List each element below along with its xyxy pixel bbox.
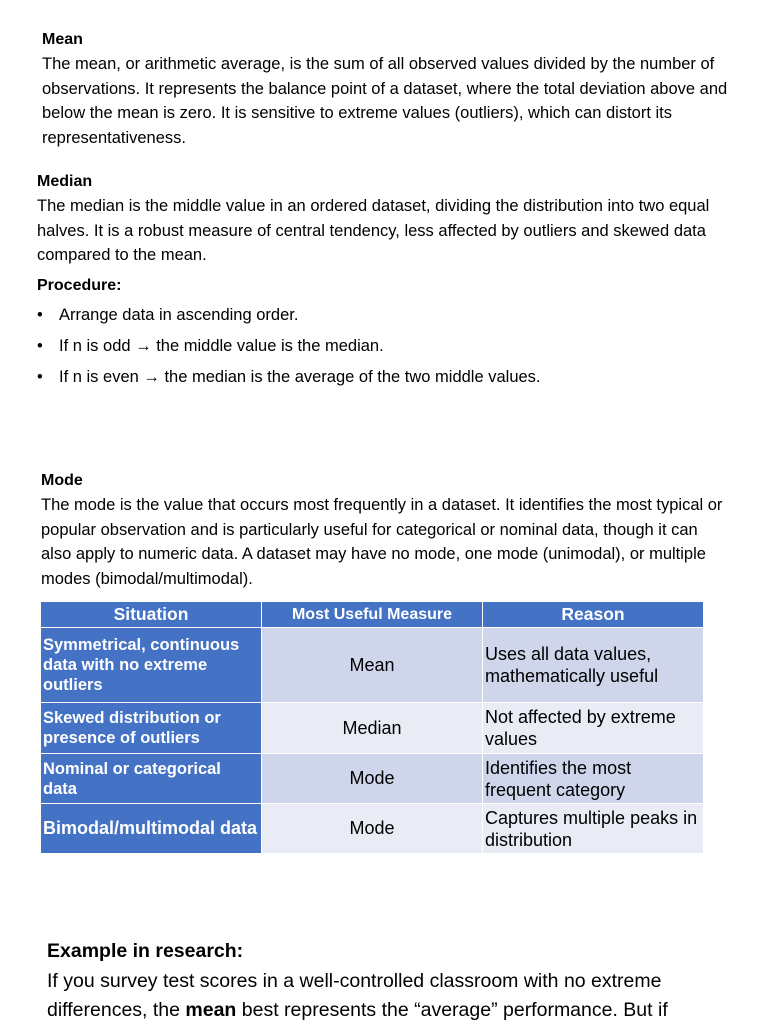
situation-cell: Skewed distribution or presence of outliers <box>41 703 262 754</box>
mean-heading: Mean <box>42 31 83 48</box>
table-row <box>41 754 704 804</box>
emphasis-mean: mean <box>185 999 237 1021</box>
table-header-row <box>41 602 704 628</box>
measure-cell: Mode <box>262 754 483 804</box>
bullet-icon: • <box>37 336 43 355</box>
situation-cell: Bimodal/multimodal data <box>41 804 262 854</box>
header-reason: Reason <box>483 602 704 628</box>
list-item: • If n is odd → the middle value is the median. <box>37 331 727 362</box>
reason-cell: Captures multiple peaks in distribution <box>483 804 704 854</box>
measure-cell: Mode <box>262 804 483 854</box>
header-situation: Situation <box>41 602 262 628</box>
mode-body: The mode is the value that occurs most frequently in a dataset. It identifies the most typical or popular observation and is particularly useful for categorical or nominal data, though it can also apply to numeric data. A dataset may have no mode, one mode (unimodal), or multiple modes (bimodal/multimodal). <box>41 496 723 588</box>
example-heading: Example in research: <box>47 940 244 962</box>
measure-cell: Mean <box>262 628 483 703</box>
measure-cell: Median <box>262 703 483 754</box>
median-body: The median is the middle value in an ordered dataset, dividing the distribution into two equal halves. It is a robust measure of central tendency, less affected by outliers and skewed data compared to the mean. <box>37 197 710 264</box>
list-item: • Arrange data in ascending order. <box>37 300 727 331</box>
procedure-label: Procedure: <box>37 276 122 294</box>
table-row <box>41 804 704 854</box>
bullet-icon: • <box>37 367 43 386</box>
list-item: • If n is even → the median is the average of the two middle values. <box>37 362 727 393</box>
reason-cell: Uses all data values, mathematically useful <box>483 628 704 703</box>
mean-body: The mean, or arithmetic average, is the sum of all observed values divided by the number of observations. It represents the balance point of a dataset, where the total deviation above and below the mean is zero. It is sensitive to extreme values (outliers), which can distort its representativeness. <box>42 55 728 147</box>
mode-heading: Mode <box>41 472 83 489</box>
situation-cell: Nominal or categorical data <box>41 754 262 804</box>
procedure-steps <box>37 300 727 393</box>
median-heading: Median <box>37 173 93 190</box>
table-row <box>41 628 704 703</box>
reason-cell: Identifies the most frequent category <box>483 754 704 804</box>
situation-cell: Symmetrical, continuous data with no extreme outliers <box>41 628 262 703</box>
mode-section <box>41 469 731 591</box>
header-measure: Most Useful Measure <box>262 602 483 628</box>
table-row <box>41 703 704 754</box>
example-section <box>47 937 747 1026</box>
example-line-2: differences, the mean best represents the “average” performance. But if <box>47 999 668 1021</box>
mean-section <box>42 28 732 150</box>
bullet-icon: • <box>37 305 43 324</box>
median-section <box>37 170 727 393</box>
comparison-table <box>40 601 704 854</box>
reason-cell: Not affected by extreme values <box>483 703 704 754</box>
example-line-1: If you survey test scores in a well-controlled classroom with no extreme <box>47 969 662 992</box>
